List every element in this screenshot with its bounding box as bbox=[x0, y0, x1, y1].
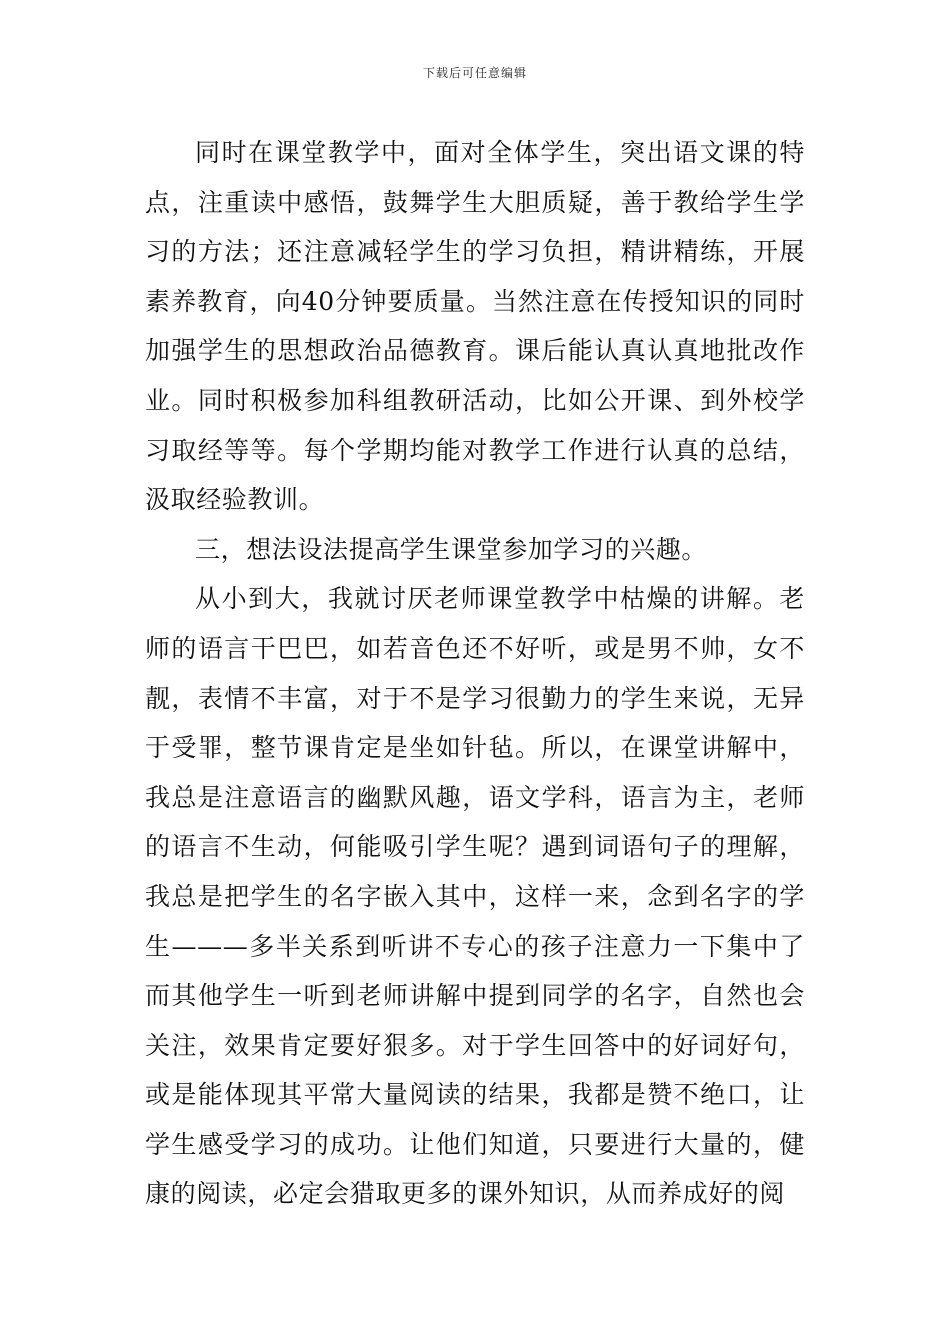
document-body bbox=[145, 128, 805, 1219]
paragraph-teaching-methods: 同时在课堂教学中，面对全体学生，突出语文课的特点，注重读中感悟，鼓舞学生大胆质疑，善于教给学生学习的方法；还注意减轻学生的学习负担，精讲精练，开展素养教育，向40分钟要质量。当然注意在传授知识的同时加强学生的思想政治品德教育。课后能认真认真地批改作业。同时积极参加科组教研活动，比如公开课、到外校学习取经等等。每个学期均能对教学工作进行认真的总结，汲取经验教训。 bbox=[145, 138, 805, 515]
page-header: 下载后可任意编辑 bbox=[422, 66, 527, 80]
paragraph-section-heading: 三，想法设法提高学生课堂参加学习的兴趣。 bbox=[195, 534, 708, 564]
paragraph-classroom-interest: 从小到大，我就讨厌老师课堂教学中枯燥的讲解。老师的语言干巴巴，如若音色还不好听，或是男不帅，女不靓，表情不丰富，对于不是学习很勤力的学生来说，无异于受罪，整节课肯定是坐如针毡。所以，在课堂讲解中，我总是注意语言的幽默风趣，语文学科，语言为主，老师的语言不生动，何能吸引学生呢？遇到词语句子的理解，我总是把学生的名字嵌入其中，这样一来，念到名字的学生———多半关系到听讲不专心的孩子注意力一下集中了而其他学生一听到老师讲解中提到同学的名字，自然也会关注，效果肯定要好狠多。对于学生回答中的好词好句，或是能体现其平常大量阅读的结果，我都是赞不绝口，让学生感受学习的成功。让他们知道，只要进行大量的，健康的阅读，必定会猎取更多的课外知识，从而养成好的阅 bbox=[145, 584, 805, 1209]
